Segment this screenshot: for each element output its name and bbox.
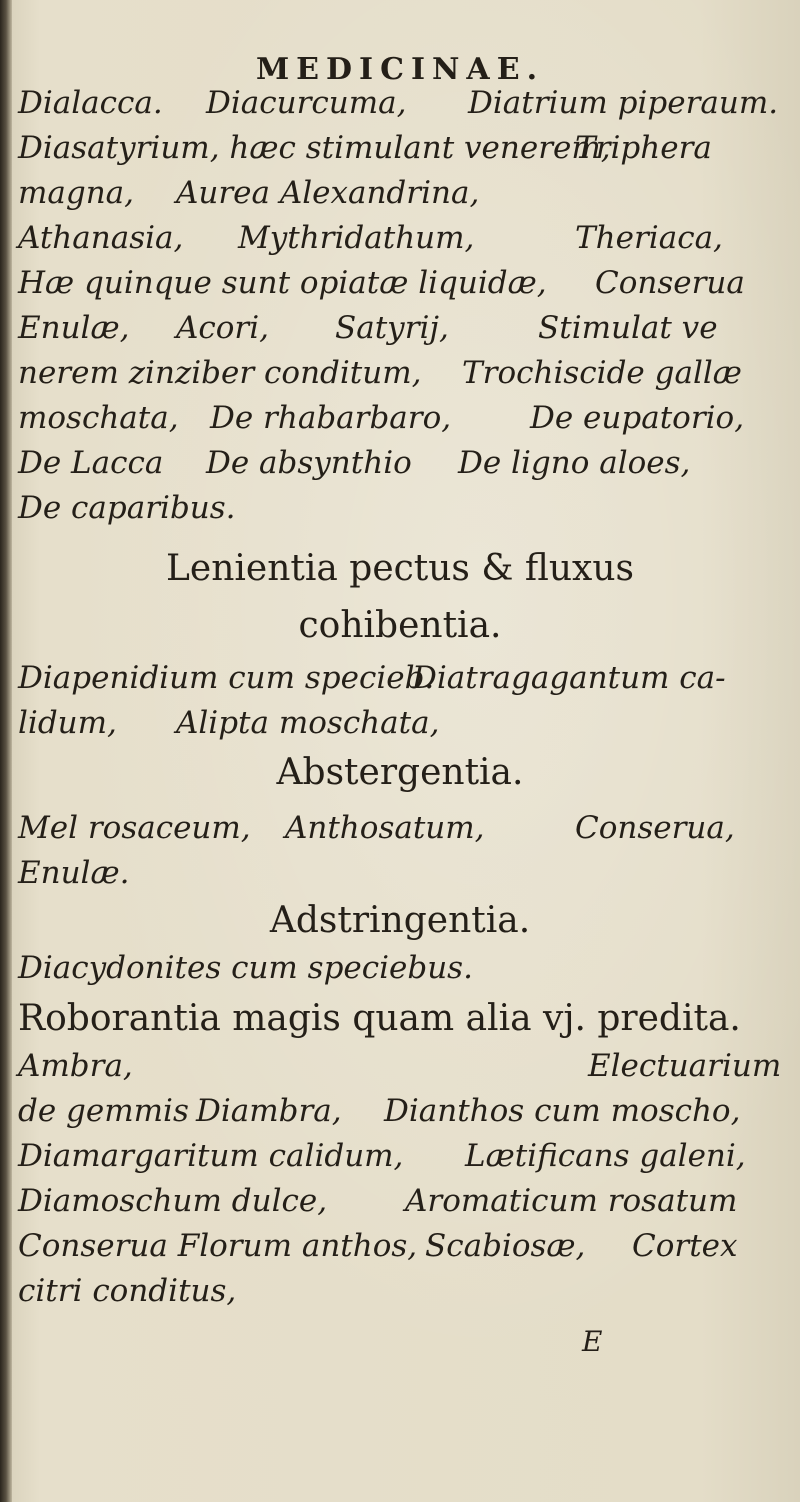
entry: nerem zinziber conditum, <box>18 355 422 391</box>
entry: Satyrij, <box>335 310 449 346</box>
section-heading: Abstergentia. <box>276 752 524 793</box>
text-line <box>0 175 800 221</box>
text-line <box>0 265 800 311</box>
entry: moschata, <box>18 400 179 436</box>
entry: De rhabarbaro, <box>210 400 452 436</box>
text-line <box>0 85 800 131</box>
entry: Mel rosaceum, <box>18 810 251 846</box>
entry: Diapenidium cum specieb. <box>18 660 435 696</box>
text-line <box>0 950 800 996</box>
entry: Cortex <box>632 1228 738 1264</box>
text-line <box>0 355 800 401</box>
text-line <box>0 400 800 446</box>
entry: Alipta moschata, <box>176 705 440 741</box>
entry: Diatragagantum ca- <box>412 660 726 696</box>
entry: De ligno aloes, <box>458 445 691 481</box>
entry: Theriaca, <box>575 220 723 256</box>
text-line <box>0 1273 800 1319</box>
text-line <box>0 310 800 356</box>
entry: Diamargaritum calidum, <box>18 1138 404 1174</box>
entry: Conserua <box>595 265 745 301</box>
entry: De caparibus. <box>18 490 236 526</box>
text-line <box>0 810 800 856</box>
entry: Stimulat ve <box>538 310 718 346</box>
entry: Conserua Florum anthos, <box>18 1228 418 1264</box>
text-line <box>0 1183 800 1229</box>
entry: citri conditus, <box>18 1273 237 1309</box>
entry: Diasatyrium, hæc stimulant venerem, <box>18 130 611 166</box>
text-line <box>0 1138 800 1184</box>
entry: Diacydonites cum speciebus. <box>18 950 473 986</box>
entry: Triphera <box>575 130 712 166</box>
signature-mark: E <box>582 1325 603 1358</box>
entry: Conserua, <box>575 810 735 846</box>
entry: Dianthos cum moscho, <box>384 1093 741 1129</box>
text-line <box>0 1048 800 1094</box>
text-line <box>0 445 800 491</box>
text-line <box>0 130 800 176</box>
section-heading: Roborantia magis quam alia vj. predita. <box>18 998 741 1039</box>
entry: Aromaticum rosatum <box>405 1183 738 1219</box>
entry: De Lacca <box>18 445 164 481</box>
text-line <box>0 1228 800 1274</box>
entry: Diamoschum dulce, <box>18 1183 328 1219</box>
entry: Scabiosæ, <box>425 1228 586 1264</box>
entry: De absynthio <box>206 445 412 481</box>
entry: Enulæ, <box>18 310 130 346</box>
section-heading: Lenientia pectus & fluxus <box>165 548 635 589</box>
entry: Anthosatum, <box>285 810 485 846</box>
entry: Diambra, <box>196 1093 342 1129</box>
text-line <box>0 705 800 751</box>
entry: Athanasia, <box>18 220 184 256</box>
entry: Electuarium <box>588 1048 782 1084</box>
entry: Hæ quinque sunt opiatæ liquidæ, <box>18 265 547 301</box>
entry: Enulæ. <box>18 855 130 891</box>
entry: lidum, <box>18 705 117 741</box>
entry: Diacurcuma, <box>206 85 407 121</box>
entry: Dialacca. <box>18 85 163 121</box>
text-line <box>0 660 800 706</box>
running-header: MEDICINAE. <box>255 52 545 87</box>
entry: Ambra, <box>18 1048 133 1084</box>
section-heading: Adstringentia. <box>269 900 531 941</box>
entry: Diatrium piperaum. <box>468 85 779 121</box>
text-line <box>0 1093 800 1139</box>
text-line <box>0 855 800 901</box>
section-heading: cohibentia. <box>298 605 502 646</box>
entry: Trochiscide gallæ <box>462 355 742 391</box>
entry: Acori, <box>176 310 269 346</box>
text-line <box>0 490 800 536</box>
entry: De eupatorio, <box>530 400 745 436</box>
entry: Mythridathum, <box>238 220 475 256</box>
entry: Lætificans galeni, <box>465 1138 746 1174</box>
entry: magna, <box>18 175 135 211</box>
entry: de gemmis <box>18 1093 189 1129</box>
entry: Aurea Alexandrina, <box>176 175 480 211</box>
text-line <box>0 220 800 266</box>
